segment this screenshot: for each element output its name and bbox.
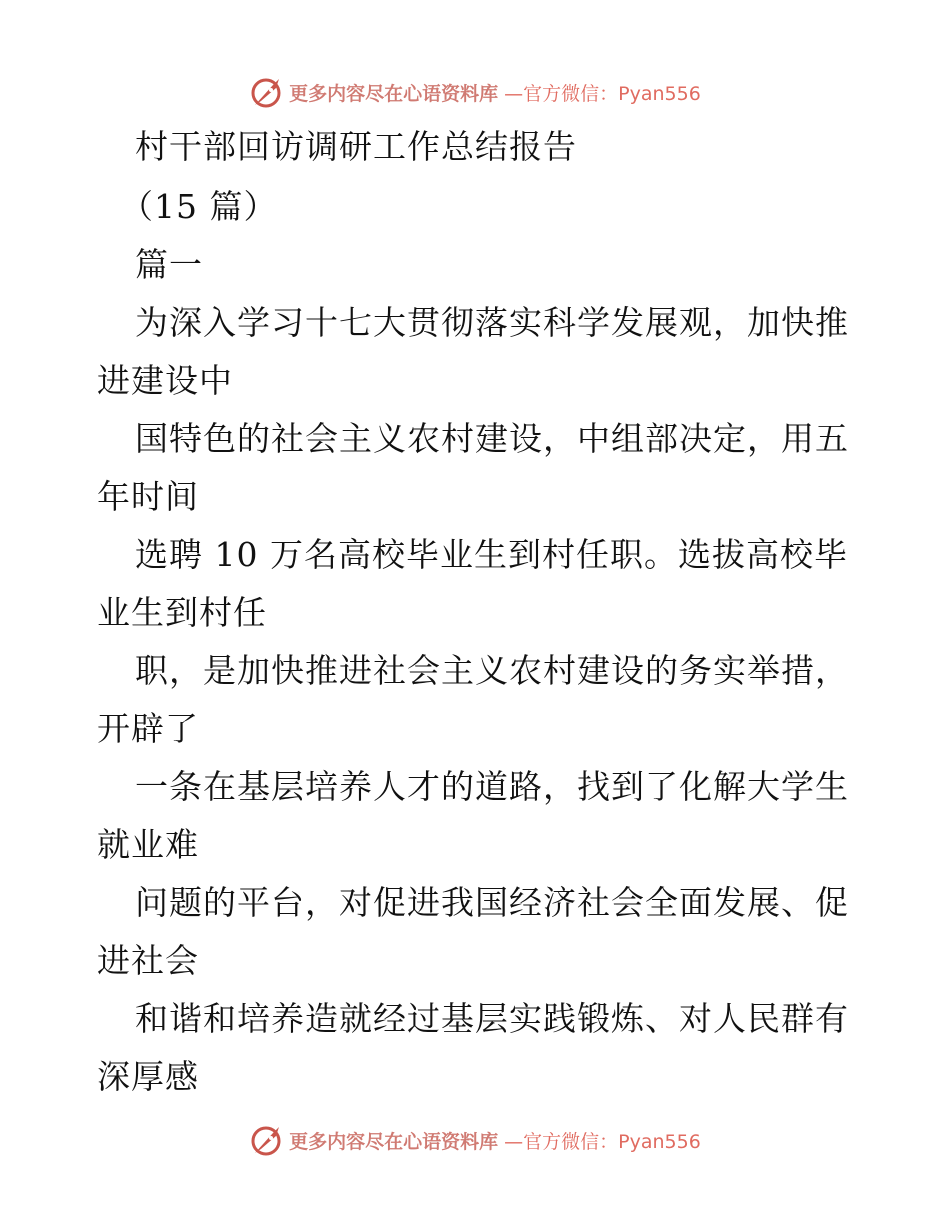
paragraph-line: 进建设中	[97, 361, 233, 400]
paragraph-line: 开辟了	[97, 709, 199, 748]
section-heading: 篇一	[135, 245, 203, 284]
header-watermark-banner	[0, 72, 950, 112]
document-title: 村干部回访调研工作总结报告	[135, 127, 577, 166]
watermark-text: 更多内容尽在心语资料库	[289, 1130, 499, 1153]
watermark-contact: —官方微信：Pyan556	[504, 82, 701, 105]
paragraph-line: 年时间	[97, 477, 199, 516]
paragraph-line: 问题的平台，对促进我国经济社会全面发展、促	[135, 883, 849, 922]
paragraph-line: 业生到村任	[97, 593, 267, 632]
paragraph-line: 为深入学习十七大贯彻落实科学发展观，加快推	[135, 303, 849, 342]
watermark-text: 更多内容尽在心语资料库	[289, 82, 499, 105]
footer-watermark-banner	[0, 1120, 950, 1160]
paragraph-line: 和谐和培养造就经过基层实践锻炼、对人民群有	[135, 999, 849, 1038]
watermark-contact: —官方微信：Pyan556	[504, 1130, 701, 1153]
paragraph-line: 进社会	[97, 941, 199, 980]
quill-logo-icon	[249, 75, 283, 109]
paragraph-line: 就业难	[97, 825, 199, 864]
paragraph-line: 选聘 10 万名高校毕业生到村任职。选拔高校毕	[135, 535, 848, 574]
paragraph-line: 深厚感	[97, 1057, 199, 1096]
paragraph-line: 一条在基层培养人才的道路，找到了化解大学生	[135, 767, 849, 806]
paragraph-line: 职，是加快推进社会主义农村建设的务实举措，	[135, 651, 849, 690]
document-count: （15 篇）	[120, 187, 278, 226]
paragraph-line: 国特色的社会主义农村建设，中组部决定，用五	[135, 419, 849, 458]
quill-logo-icon	[249, 1123, 283, 1157]
